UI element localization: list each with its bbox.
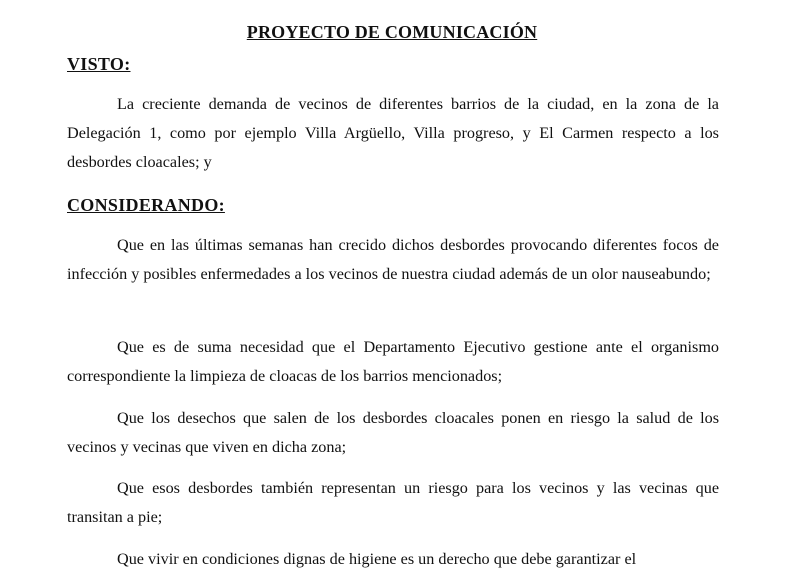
considerando-paragraph-3: Que los desechos que salen de los desbordes cloacales ponen en riesgo la salud de los vecinos y vecinas que viven en dicha zona;	[67, 409, 719, 456]
visto-paragraph: La creciente demanda de vecinos de diferentes barrios de la ciudad, en la zona de la Delegación 1, como por ejemplo Villa Argüello, Villa progreso, y El Carmen respecto a los desbordes cloacales; y	[67, 95, 719, 171]
visto-heading: VISTO:	[67, 54, 131, 74]
considerando-paragraph-2: Que es de suma necesidad que el Departamento Ejecutivo gestione ante el organismo correspondiente la limpieza de cloacas de los barrios mencionados;	[67, 338, 719, 385]
document-title: PROYECTO DE COMUNICACIÓN	[246, 22, 538, 42]
considerando-paragraph-5: Que vivir en condiciones dignas de higiene es un derecho que debe garantizar el	[117, 550, 637, 568]
considerando-heading: CONSIDERANDO:	[67, 195, 225, 215]
considerando-paragraph-4: Que esos desbordes también representan un riesgo para los vecinos y las vecinas que transitan a pie;	[67, 479, 719, 526]
considerando-paragraph-1: Que en las últimas semanas han crecido dichos desbordes provocando diferentes focos de infección y posibles enfermedades a los vecinos de nuestra ciudad además de un olor nauseabundo;	[67, 236, 719, 283]
